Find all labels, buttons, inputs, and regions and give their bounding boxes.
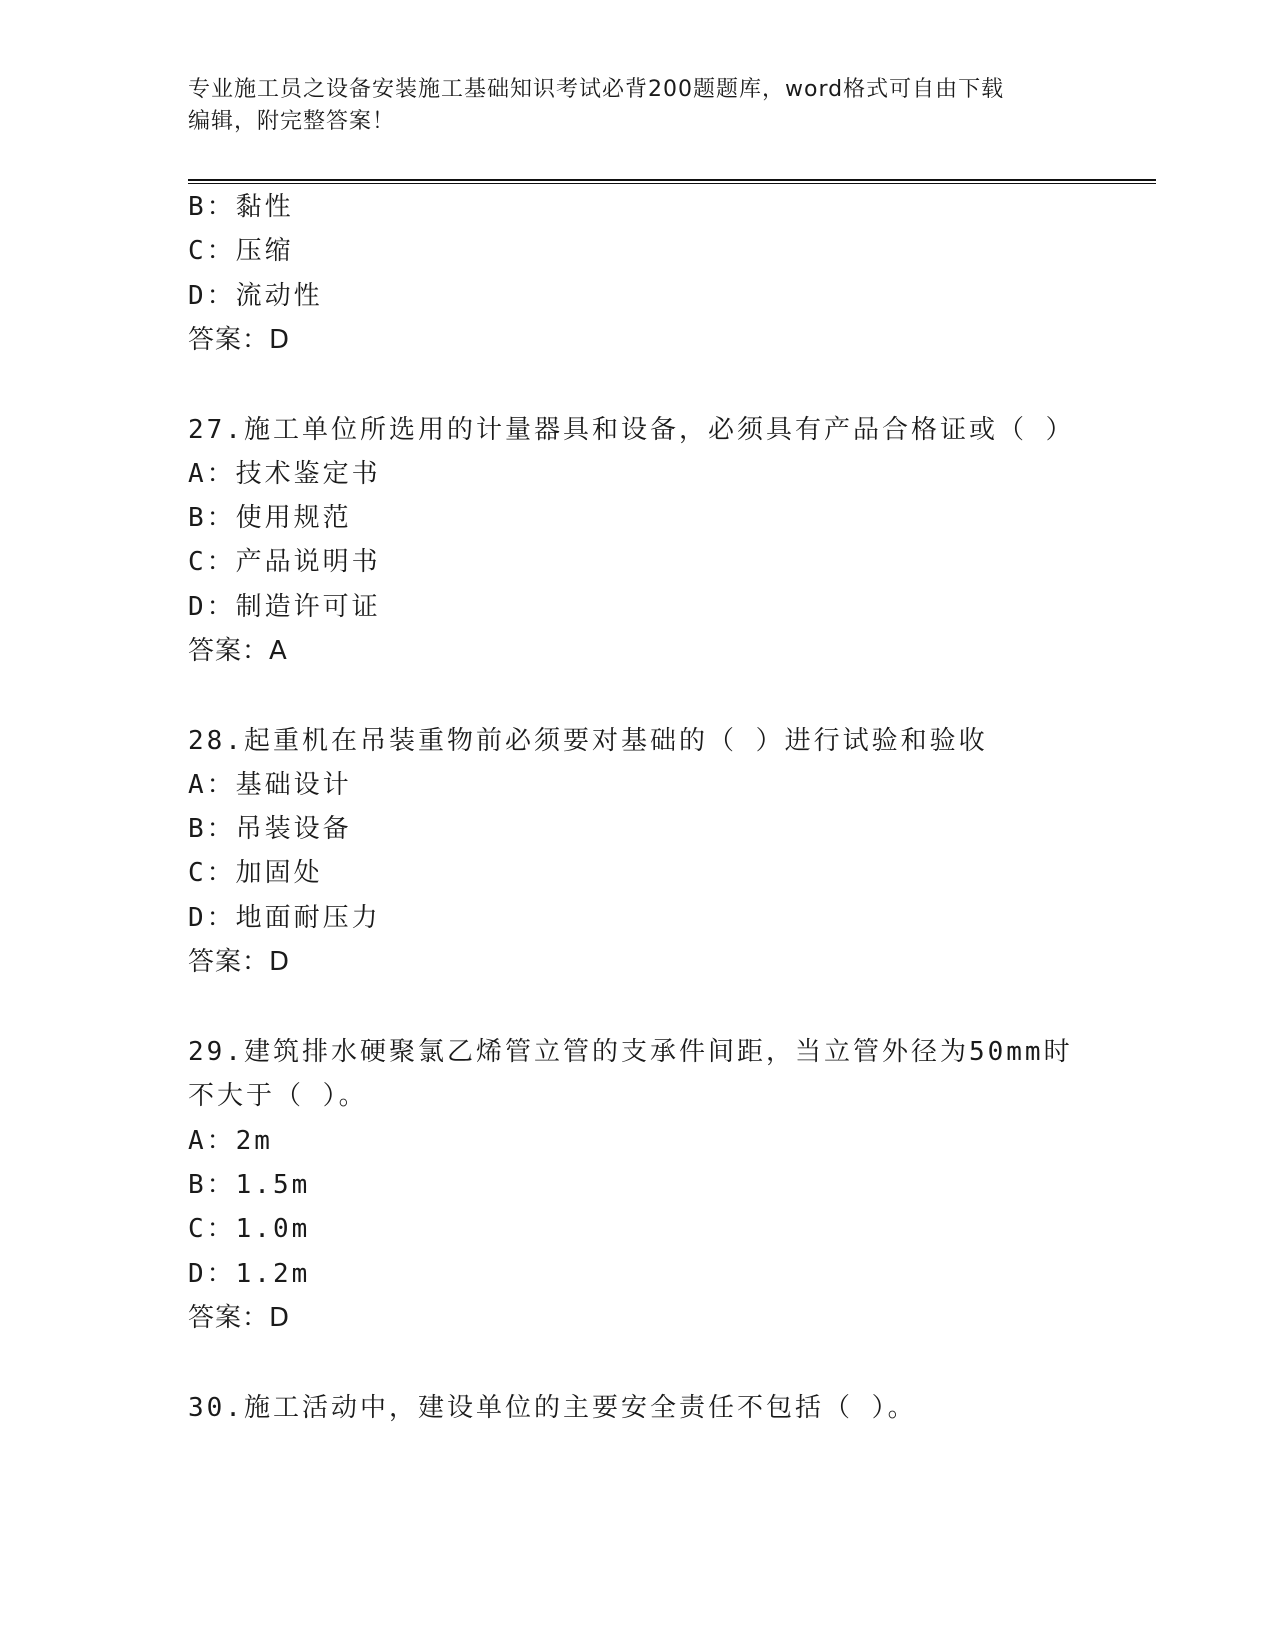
header-line-1: 专业施工员之设备安装施工基础知识考试必背200题题库，word格式可自由下载	[188, 77, 1005, 102]
question-29: 29.建筑排水硬聚氯乙烯管立管的支承件间距，当立管外径为50mm时	[188, 1037, 1073, 1067]
option-c: C：产品说明书	[188, 547, 381, 577]
question-27: 27.施工单位所选用的计量器具和设备，必须具有产品合格证或（ ）	[188, 415, 1075, 445]
answer: 答案：D	[188, 1303, 291, 1333]
option-b: B：1.5m	[188, 1170, 311, 1200]
question-28: 28.起重机在吊装重物前必须要对基础的（ ）进行试验和验收	[188, 726, 988, 756]
question-29-cont: 不大于（ ）。	[188, 1081, 368, 1111]
answer: 答案：A	[188, 636, 288, 666]
option-b: B：吊装设备	[188, 814, 352, 844]
header-rule-thin	[188, 183, 1156, 184]
option-b: B：黏性	[188, 192, 294, 222]
option-d: D：制造许可证	[188, 592, 381, 622]
option-c: C：1.0m	[188, 1214, 311, 1244]
option-d: D：1.2m	[188, 1259, 311, 1289]
option-a: A：基础设计	[188, 770, 352, 800]
question-30: 30.施工活动中，建设单位的主要安全责任不包括（ ）。	[188, 1393, 917, 1423]
answer: 答案：D	[188, 325, 291, 355]
option-c: C：加固处	[188, 858, 323, 888]
option-a: A：2m	[188, 1126, 273, 1156]
header-line-2: 编辑，附完整答案！	[188, 109, 396, 134]
answer: 答案：D	[188, 947, 291, 977]
header-rule-thick	[188, 179, 1156, 181]
document-header	[188, 74, 1068, 138]
option-d: D：流动性	[188, 281, 323, 311]
option-c: C：压缩	[188, 236, 294, 266]
option-a: A：技术鉴定书	[188, 459, 381, 489]
option-d: D：地面耐压力	[188, 903, 381, 933]
option-b: B：使用规范	[188, 503, 352, 533]
